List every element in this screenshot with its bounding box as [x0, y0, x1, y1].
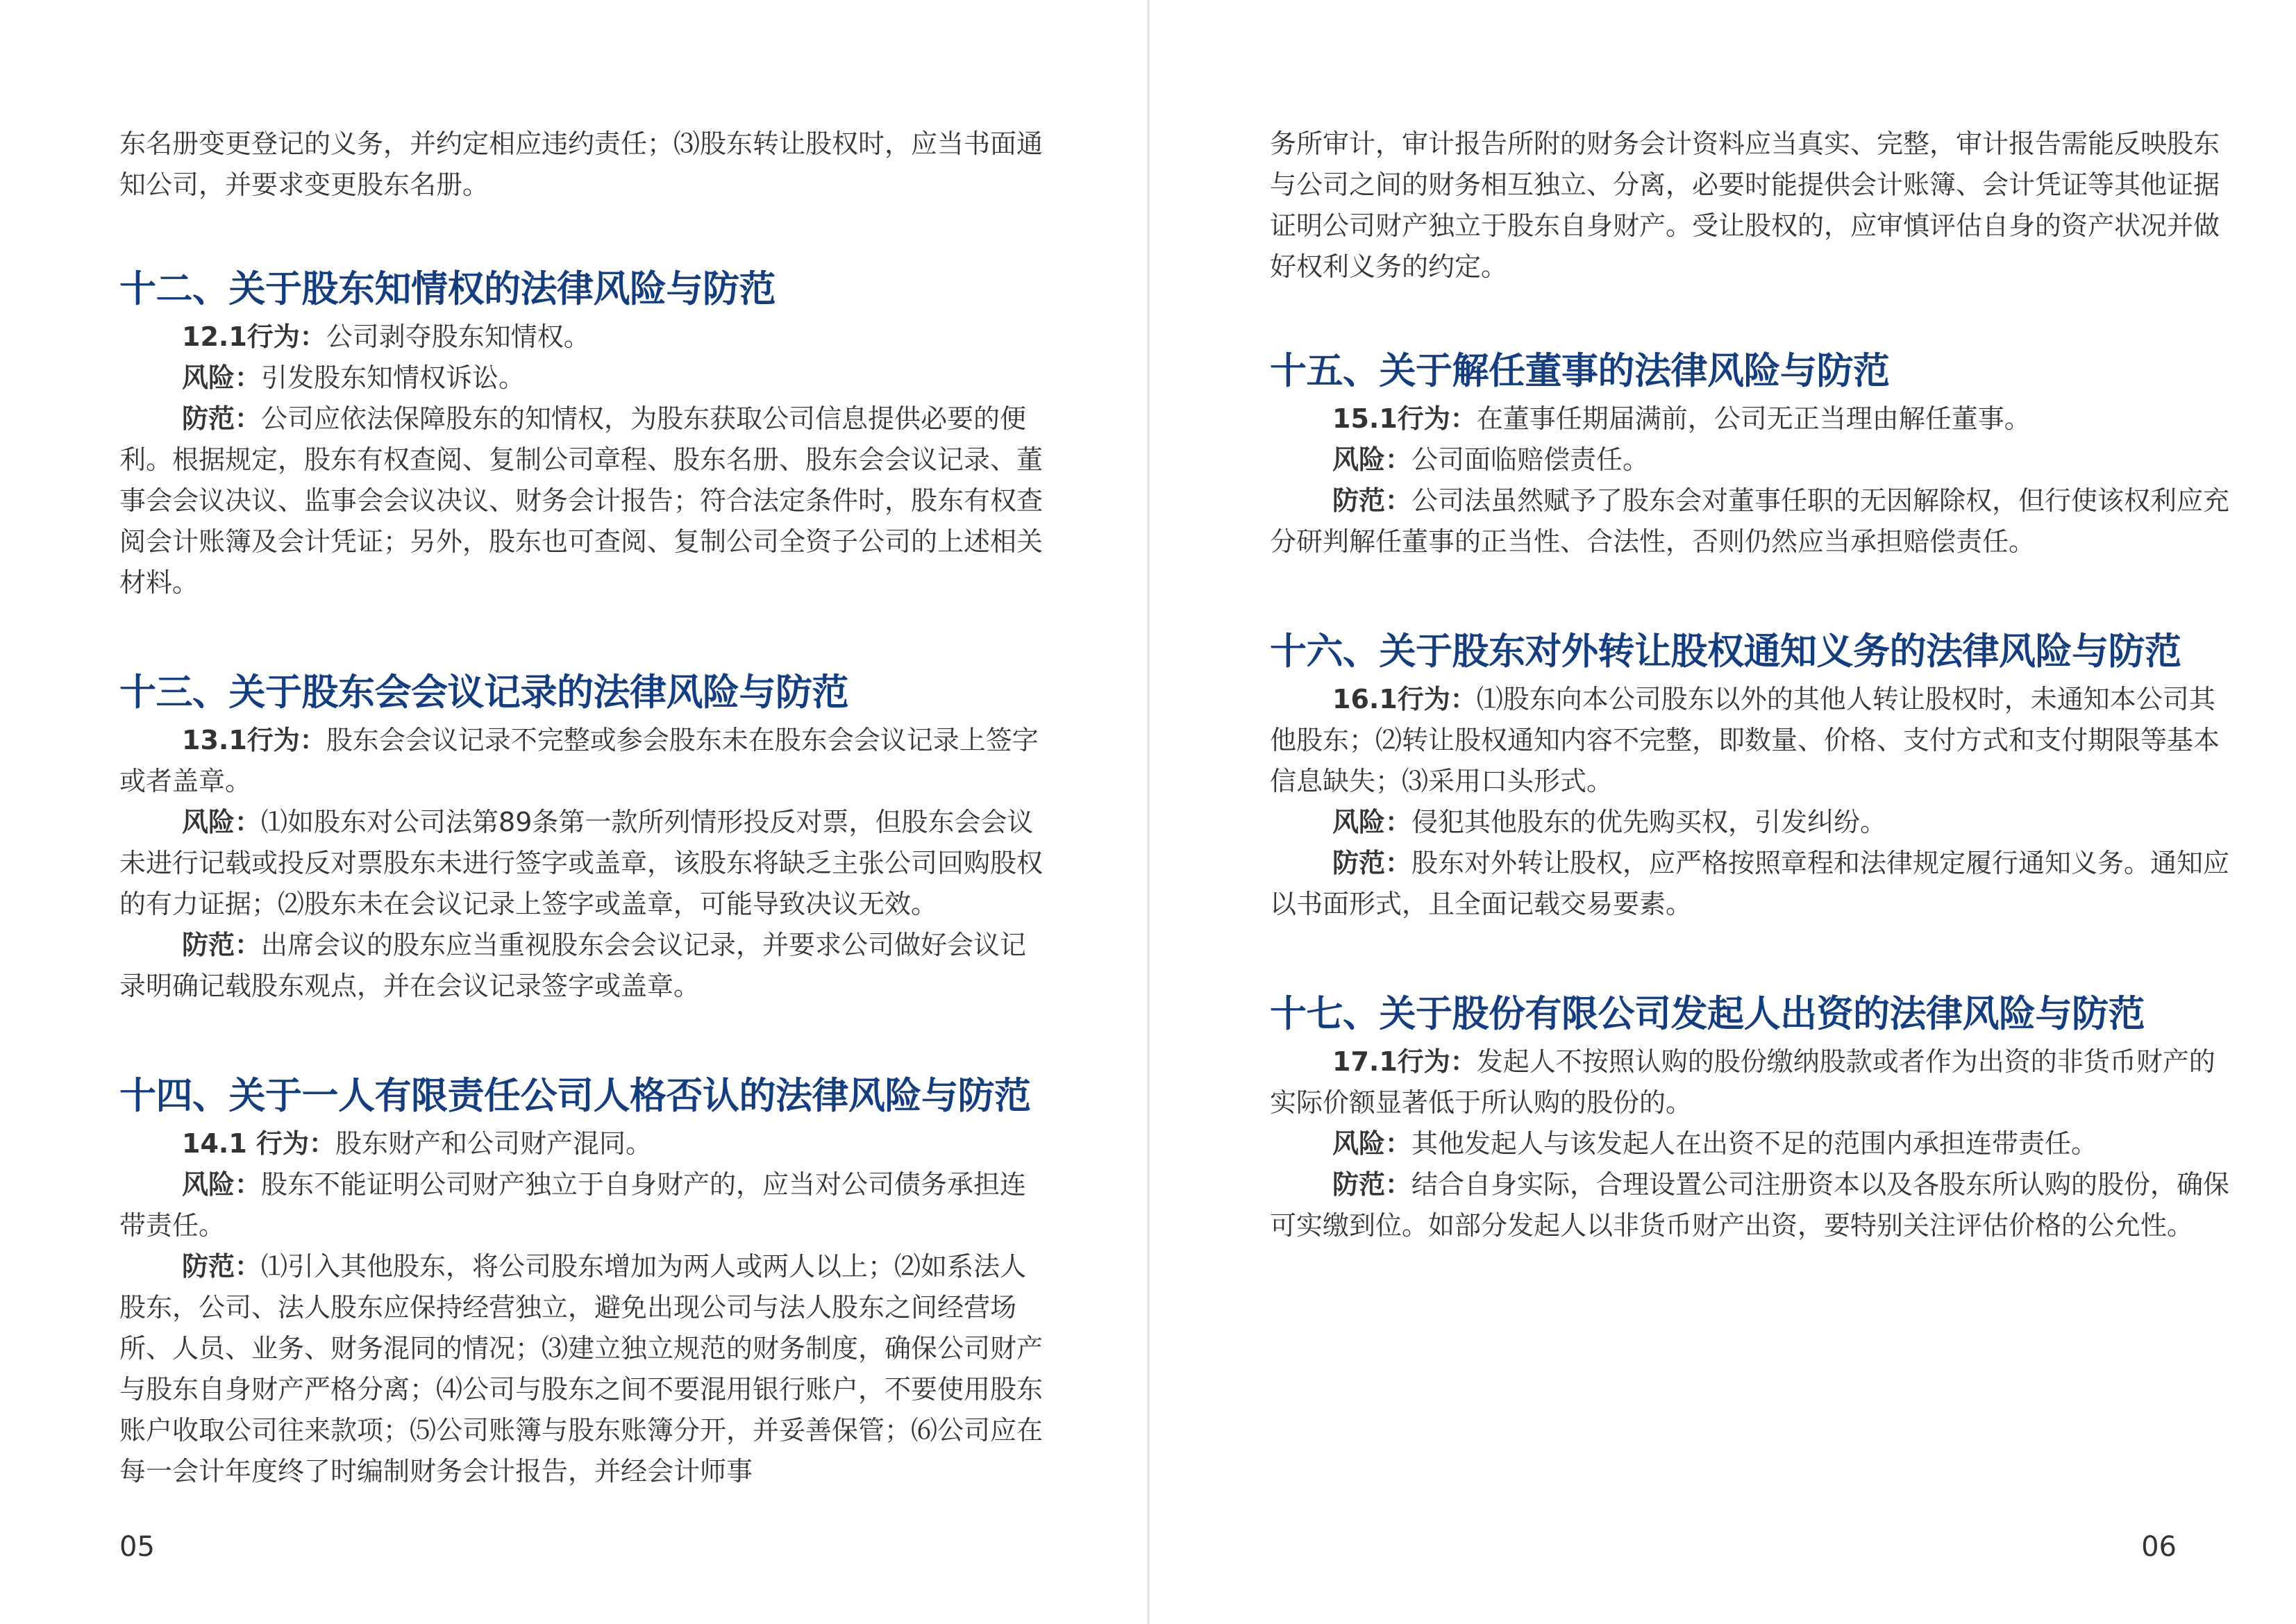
prevention-label: 防范：: [182, 403, 262, 434]
prevention-label: 防范：: [182, 1251, 262, 1282]
risk-text: 其他发起人与该发起人在出资不足的范围内承担连带责任。: [1411, 1128, 2098, 1159]
prevention-label: 防范：: [182, 930, 262, 960]
section-heading-17: 十七、关于股份有限公司发起人出资的法律风险与防范: [1270, 993, 2145, 1035]
behavior-label: 14.1 行为：: [182, 1128, 335, 1159]
risk-paragraph-12: [119, 358, 1043, 399]
section-heading-15: 十五、关于解任董事的法律风险与防范: [1270, 350, 1890, 392]
prevention-text: 股东对外转让股权，应严格按照章程和法律规定履行通知义务。通知应以书面形式，且全面记载交易要素。: [1270, 848, 2230, 919]
behavior-label: 13.1行为：: [182, 725, 326, 755]
behavior-paragraph-14-1: [119, 1123, 1043, 1164]
prevention-paragraph-12: [119, 399, 1043, 603]
prevention-label: 防范：: [1332, 848, 1412, 878]
right-page: [1148, 0, 2296, 1624]
behavior-label: 15.1行为：: [1332, 403, 1477, 434]
prevention-paragraph-16: [1270, 843, 2235, 925]
page-number: 05: [119, 1531, 155, 1563]
behavior-label: 16.1行为：: [1332, 684, 1477, 714]
prevention-paragraph-14: [119, 1246, 1043, 1492]
section-heading-12: 十二、关于股东知情权的法律风险与防范: [119, 268, 776, 310]
continued-paragraph: 东名册变更登记的义务，并约定相应违约责任；⑶股东转让股权时，应当书面通知公司，并要求变更股东名册。: [119, 128, 1044, 200]
risk-paragraph-16: [1270, 802, 2235, 843]
prevention-text: ⑴引入其他股东，将公司股东增加为两人或两人以上；⑵如系法人股东，公司、法人股东应保持经营独立，避免出现公司与法人股东之间经营场所、人员、业务、财务混同的情况；⑶建立独立规范的财务制度，确保公司财产与股东自身财产严格分离；⑷公司与股东之间不要混用银行账户，不要使用股东账户收取公司往来款项；⑸公司账簿与股东账簿分开，并妥善保管；⑹公司应在每一会计年度终了时编制财务会计报告，并经会计师事: [119, 1251, 1044, 1487]
risk-paragraph-13: [119, 802, 1043, 925]
risk-text: 侵犯其他股东的优先购买权，引发纠纷。: [1411, 807, 1887, 837]
risk-paragraph-15: [1270, 440, 2235, 480]
behavior-paragraph-16-1: [1270, 679, 2235, 802]
prevention-text: 结合自身实际，合理设置公司注册资本以及各股东所认购的股份，确保可实缴到位。如部分发起人以非货币财产出资，要特别关注评估价格的公允性。: [1270, 1169, 2230, 1241]
risk-text: ⑴如股东对公司法第89条第一款所列情形投反对票，但股东会会议未进行记载或投反对票股东未进行签字或盖章，该股东将缺乏主张公司回购股权的有力证据；⑵股东未在会议记录上签字或盖章，可能导致决议无效。: [119, 807, 1044, 919]
prevention-paragraph-15: [1270, 480, 2235, 562]
behavior-text: 发起人不按照认购的股份缴纳股款或者作为出资的非货币财产的实际价额显著低于所认购的股份的。: [1270, 1046, 2215, 1118]
risk-text: 股东不能证明公司财产独立于自身财产的，应当对公司债务承担连带责任。: [119, 1169, 1027, 1241]
risk-text: 引发股东知情权诉讼。: [261, 362, 526, 393]
behavior-paragraph-17-1: [1270, 1041, 2235, 1123]
risk-label: 风险：: [1332, 444, 1412, 475]
behavior-label: 17.1行为：: [1332, 1046, 1477, 1077]
prevention-text: 出席会议的股东应当重视股东会会议记录，并要求公司做好会议记录明确记载股东观点，并在会议记录签字或盖章。: [119, 930, 1027, 1001]
behavior-paragraph-15-1: [1270, 399, 2235, 440]
left-text-column: [119, 124, 1043, 1492]
behavior-paragraph-12-1: [119, 317, 1043, 358]
behavior-text: 股东财产和公司财产混同。: [335, 1128, 653, 1159]
risk-paragraph-14: [119, 1164, 1043, 1246]
prevention-text: 公司应依法保障股东的知情权，为股东获取公司信息提供必要的便利。根据规定，股东有权查阅、复制公司章程、股东名册、股东会会议记录、董事会会议决议、监事会会议决议、财务会计报告；符合法定条件时，股东有权查阅会计账簿及会计凭证；另外，股东也可查阅、复制公司全资子公司的上述相关材料。: [119, 403, 1044, 598]
behavior-text: 在董事任期届满前，公司无正当理由解任董事。: [1476, 403, 2031, 434]
continued-paragraph: 务所审计，审计报告所附的财务会计资料应当真实、完整，审计报告需能反映股东与公司之间的财务相互独立、分离，必要时能提供会计账簿、会计凭证等其他证据证明公司财产独立于股东自身财产。受让股权的，应审慎评估自身的资产状况并做好权利义务的约定。: [1270, 128, 2220, 282]
section-heading-16: 十六、关于股东对外转让股权通知义务的法律风险与防范: [1270, 630, 2181, 673]
risk-label: 风险：: [182, 362, 262, 393]
behavior-text: 股东会会议记录不完整或参会股东未在股东会会议记录上签字或者盖章。: [119, 725, 1039, 796]
prevention-label: 防范：: [1332, 1169, 1412, 1200]
risk-label: 风险：: [1332, 1128, 1412, 1159]
behavior-text: ⑴股东向本公司股东以外的其他人转让股权时，未通知本公司其他股东；⑵转让股权通知内容不完整，即数量、价格、支付方式和支付期限等基本信息缺失；⑶采用口头形式。: [1270, 684, 2220, 796]
behavior-label: 12.1行为：: [182, 321, 326, 352]
prevention-label: 防范：: [1332, 485, 1412, 516]
prevention-paragraph-17: [1270, 1164, 2235, 1246]
section-heading-13: 十三、关于股东会会议记录的法律风险与防范: [119, 671, 848, 714]
risk-label: 风险：: [182, 807, 262, 837]
page-number: 06: [2141, 1531, 2177, 1563]
risk-label: 风险：: [1332, 807, 1412, 837]
risk-paragraph-17: [1270, 1123, 2235, 1164]
right-text-column: [1270, 124, 2235, 1246]
section-heading-14: 十四、关于一人有限责任公司人格否认的法律风险与防范: [119, 1075, 1031, 1117]
behavior-text: 公司剥夺股东知情权。: [326, 321, 590, 352]
risk-label: 风险：: [182, 1169, 262, 1200]
risk-text: 公司面临赔偿责任。: [1411, 444, 1650, 475]
prevention-text: 公司法虽然赋予了股东会对董事任职的无因解除权，但行使该权利应充分研判解任董事的正当性、合法性，否则仍然应当承担赔偿责任。: [1270, 485, 2230, 557]
behavior-paragraph-13-1: [119, 720, 1043, 802]
prevention-paragraph-13: [119, 925, 1043, 1007]
